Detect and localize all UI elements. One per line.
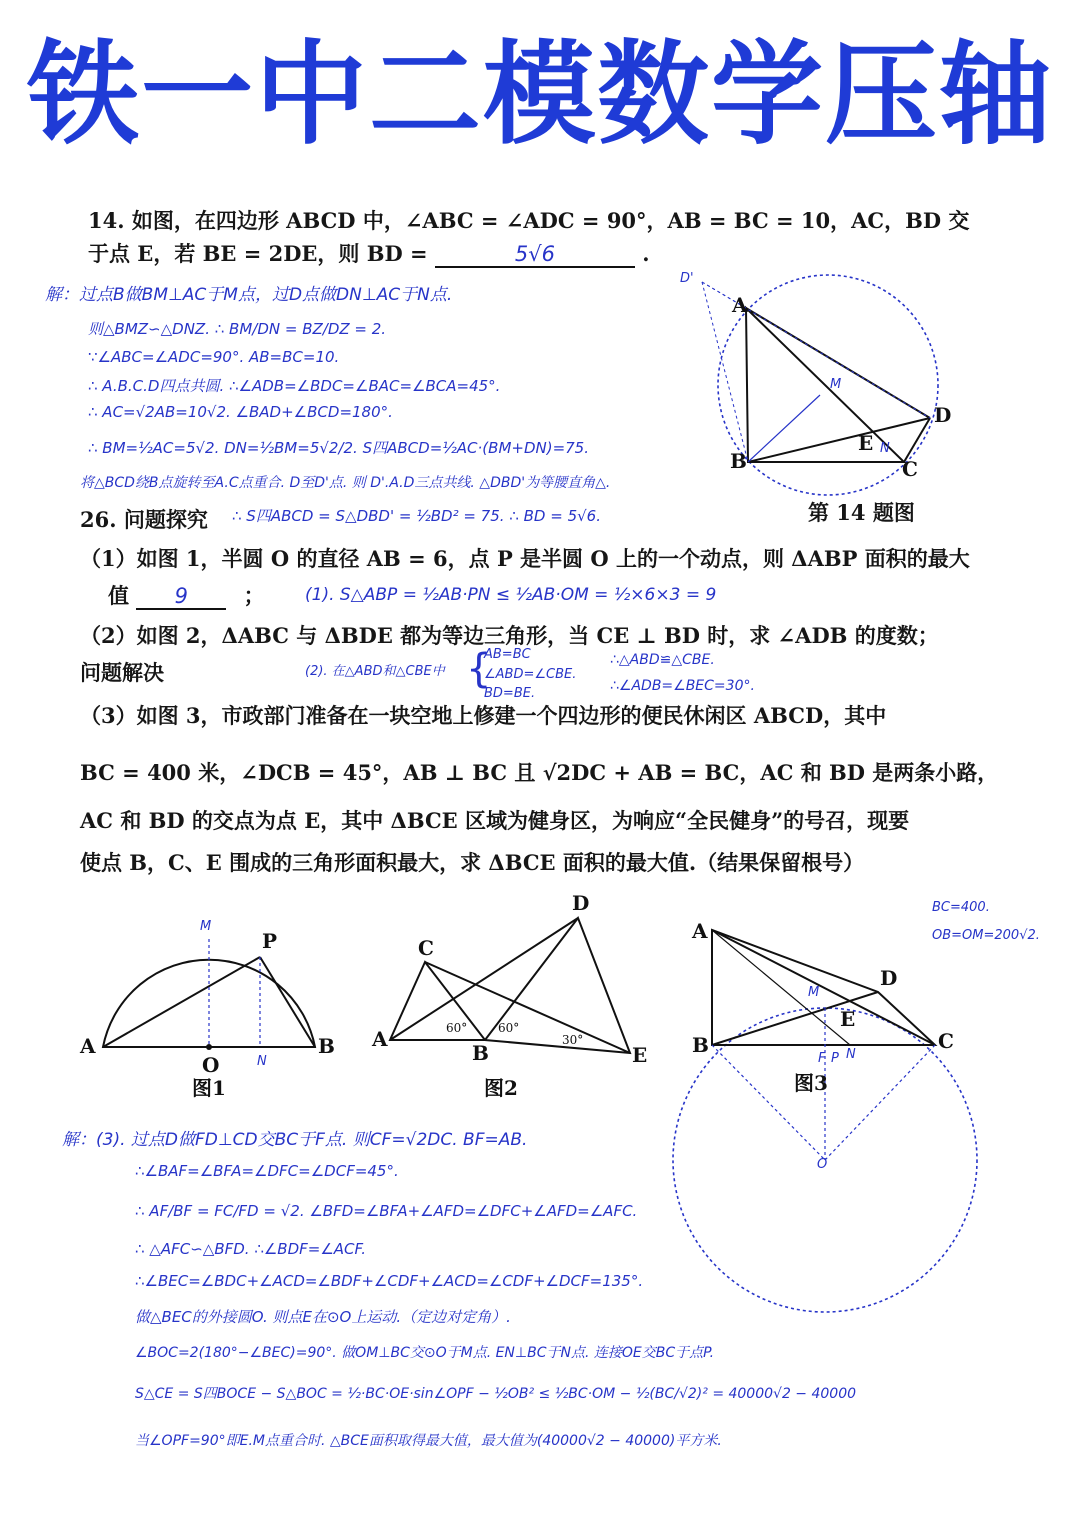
fig14-label-D: D xyxy=(934,403,952,427)
q14-sol-8: ∴ S四ABCD = S△DBD' = ½BD² = 75. ∴ BD = 5√6. xyxy=(232,507,601,525)
q14-sol-7: 将△BCD绕B点旋转至A.C点重合. D至D'点. 则 D'.A.D三点共线. △DBD'为等腰直角△. xyxy=(80,475,611,491)
fig3-caption: 图3 xyxy=(794,1071,828,1095)
fig3-label-D: D xyxy=(880,966,898,990)
fig2-caption: 图2 xyxy=(484,1076,518,1100)
fig3-label-B: B xyxy=(692,1033,709,1057)
fig3-label-F: F xyxy=(818,1051,826,1066)
fig2-label-A: A xyxy=(372,1027,388,1051)
sol3-1: 解：(3). 过点D做FD⊥CD交BC于F点. 则CF=√2DC. BF=AB. xyxy=(62,1130,528,1150)
sol3-2: ∴∠BAF=∠BFA=∠DFC=∠DCF=45°. xyxy=(135,1162,399,1180)
q14-sol-6: ∴ BM=½AC=5√2. DN=½BM=5√2/2. S四ABCD=½AC·(BM+DN)=75. xyxy=(88,439,589,457)
q26-work2b-2: BD=BE. xyxy=(484,686,536,701)
sol3-9: 当∠OPF=90°即E.M点重合时. △BCE面积取得最大值，最大值为(40000√2 − 40000)平方米. xyxy=(135,1433,722,1449)
fig2-label-E: E xyxy=(632,1043,648,1067)
fig14-label-M: M xyxy=(830,377,842,392)
fig3-label-P: P xyxy=(831,1051,839,1066)
fig1-label-B: B xyxy=(318,1034,335,1058)
sol3-6: 做△BEC的外接圆O. 则点E在⊙O上运动.（定边对定角）. xyxy=(135,1308,511,1326)
q14-line2-text: 于点 E，若 BE = 2DE，则 BD = xyxy=(88,241,428,266)
q26-p1b-text: 值 xyxy=(108,583,129,608)
q26-p3a: （3）如图 3，市政部门准备在一块空地上修建一个四边形的便民休闲区 ABCD，其中 xyxy=(80,703,887,728)
q14-sol-1: 解：过点B做BM⊥AC于M点，过D点做DN⊥AC于N点. xyxy=(45,285,453,305)
fig14-label-A: A xyxy=(732,293,748,317)
note-right-0: BC=400. xyxy=(932,900,990,915)
sol3-4: ∴ △AFC∽△BFD. ∴∠BDF=∠ACF. xyxy=(135,1240,366,1258)
q14-sol-5: ∴ AC=√2AB=10√2. ∠BAD+∠BCD=180°. xyxy=(88,403,393,421)
fig1-label-A: A xyxy=(80,1034,96,1058)
q26-p2: （2）如图 2，ΔABC 与 ΔBDE 都为等边三角形，当 CE ⊥ BD 时，求 ∠ADB 的度数； xyxy=(80,623,939,648)
fig1 xyxy=(103,939,315,1047)
fig2-label-D: D xyxy=(572,891,590,915)
q26-work2-brace: { xyxy=(466,646,492,692)
q26-work1: (1). S△ABP = ½AB·PN ≤ ½AB·OM = ½×6×3 = 9 xyxy=(305,585,717,605)
fig2-angle-60b: 60° xyxy=(498,1021,520,1035)
q26-work2c-0: ∴△ABD≌△CBE. xyxy=(610,652,715,668)
fig14-label-C: C xyxy=(902,457,918,481)
q14-line1: 14. 如图，在四边形 ABCD 中，∠ABC = ∠ADC = 90°，AB = BC = 10，AC，BD 交 xyxy=(88,208,970,233)
q26-ans1: 9 xyxy=(174,584,188,608)
q26-p1a: （1）如图 1，半圆 O 的直径 AB = 6，点 P 是半圆 O 上的一个动点，则 ΔABP 面积的最大 xyxy=(80,546,970,571)
sol3-7: ∠BOC=2(180°−∠BEC)=90°. 做OM⊥BC交⊙O于M点. EN⊥BC于N点. 连接OE交BC于点P. xyxy=(135,1345,715,1361)
q26-head: 26. 问题探究 xyxy=(80,507,208,532)
fig1-label-P: P xyxy=(262,929,278,953)
q14-caption: 第 14 题图 xyxy=(808,500,915,525)
sol3-5: ∴∠BEC=∠BDC+∠ACD=∠BDF+∠CDF+∠ACD=∠CDF+∠DCF=135°. xyxy=(135,1272,644,1290)
q26-p3b: BC = 400 米，∠DCB = 45°，AB ⊥ BC 且 √2DC + AB = BC，AC 和 BD 是两条小路， xyxy=(80,760,999,785)
q14-sol-3: ∵∠ABC=∠ADC=90°. AB=BC=10. xyxy=(88,348,340,366)
fig14-label-E: E xyxy=(858,431,874,455)
sol3-3: ∴ AF/BF = FC/FD = √2. ∠BFD=∠BFA+∠AFD=∠DFC+∠AFD=∠AFC. xyxy=(135,1202,638,1220)
q26-head2: 问题解决 xyxy=(80,660,164,685)
q14-answer: 5√6 xyxy=(514,242,555,266)
q26-work2b-1: ∠ABD=∠CBE. xyxy=(484,667,577,682)
q26-p1c: ； xyxy=(243,583,265,608)
fig14-label-B: B xyxy=(730,449,747,473)
page-title: 铁一中二模数学压轴 xyxy=(27,30,1053,160)
q14-line2: 于点 E，若 BE = 2DE，则 BD = 5√6 . xyxy=(88,241,650,266)
q26-p3d: 使点 B，C、E 围成的三角形面积最大，求 ΔBCE 面积的最大值.（结果保留根号） xyxy=(80,850,865,875)
fig14-label-Dprime: D' xyxy=(680,271,694,286)
sol3-8: S△CE = S四BOCE − S△BOC = ½·BC·OE·sin∠OPF − ½OB² ≤ ½BC·OM − ½(BC/√2)² = 40000√2 − 40000 xyxy=(135,1386,857,1402)
fig2-label-B: B xyxy=(472,1041,489,1065)
fig3-label-A: A xyxy=(692,919,708,943)
fig3-label-M: M xyxy=(808,985,820,1000)
fig2-angle-60a: 60° xyxy=(446,1021,468,1035)
fig3-label-E: E xyxy=(840,1007,856,1031)
note-right-1: OB=OM=200√2. xyxy=(932,928,1040,943)
fig1-label-M: M xyxy=(200,919,212,934)
fig3-label-N: N xyxy=(846,1047,856,1062)
fig1-label-N: N xyxy=(257,1054,267,1069)
q26-work2b-0: AB=BC xyxy=(484,647,531,662)
fig1-label-O: O xyxy=(202,1053,220,1077)
fig1-caption: 图1 xyxy=(192,1076,226,1100)
fig3-label-C: C xyxy=(938,1029,954,1053)
q14-sol-4: ∴ A.B.C.D四点共圆. ∴∠ADB=∠BDC=∠BAC=∠BCA=45°. xyxy=(88,377,501,395)
fig3-label-O: O xyxy=(817,1157,828,1172)
q26-work2a: (2). 在△ABD和△CBE中 xyxy=(305,664,445,679)
q26-p3c: AC 和 BD 的交点为点 E，其中 ΔBCE 区域为健身区，为响应“全民健身”的号召，现要 xyxy=(80,808,910,833)
fig14-label-N: N xyxy=(880,441,890,456)
fig2-angle-30: 30° xyxy=(562,1033,584,1047)
q14-sol-2: 则△BMZ∽△DNZ. ∴ BM/DN = BZ/DZ = 2. xyxy=(88,320,387,338)
q26-work2c-1: ∴∠ADB=∠BEC=30°. xyxy=(610,678,755,694)
fig2-label-C: C xyxy=(418,936,434,960)
fig3 xyxy=(673,930,977,1312)
